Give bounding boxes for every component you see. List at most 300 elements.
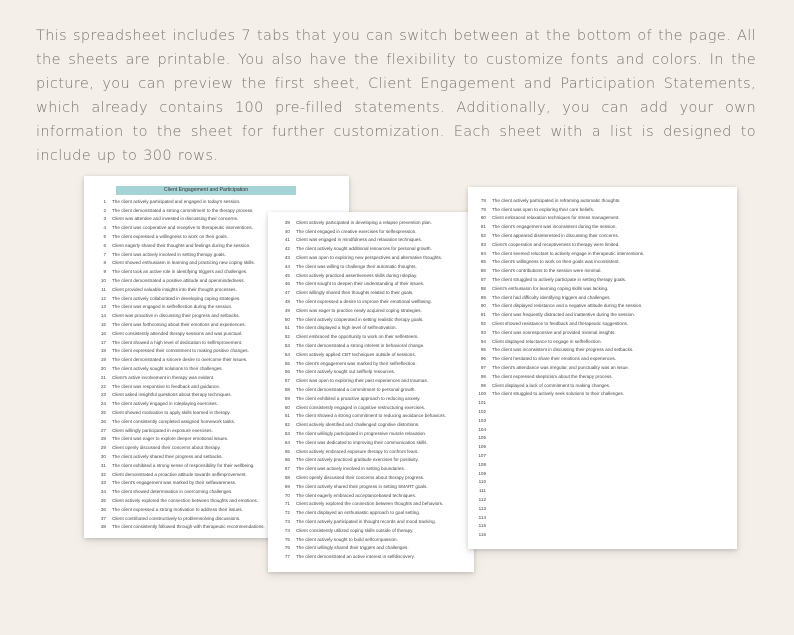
statement-text: The client expressed a desire to improve their emotional wellbeing. <box>296 299 432 305</box>
statement-text: The client's engagement was marked by their selfreflection. <box>296 360 417 366</box>
table-row <box>468 381 737 390</box>
table-row <box>268 535 474 544</box>
statement-text: The client seemed reluctant to actively engage in therapeutic interventions. <box>492 250 645 256</box>
row-number: 67 <box>284 466 290 472</box>
table-row <box>268 500 474 509</box>
row-number: 30 <box>100 454 106 459</box>
statement-text: Client's active involvement in therapy was evident. <box>112 374 215 380</box>
row-number: 88 <box>480 285 486 291</box>
statement-text: The client actively cooperated in setting realistic therapy goals. <box>296 316 424 322</box>
row-number: 102 <box>478 409 486 415</box>
statement-text: The client had difficulty identifying triggers and challenges. <box>492 294 611 300</box>
row-number: 38 <box>100 524 106 530</box>
statement-text: The client showed a high level of dedication to selfimprovement. <box>112 339 243 345</box>
table-row <box>468 346 737 355</box>
statement-text: The client's willingness to work on their goals was inconsistent. <box>492 259 620 265</box>
table-row <box>268 359 474 368</box>
row-number: 54 <box>284 351 290 357</box>
row-number: 18 <box>100 348 106 354</box>
row-number: 47 <box>284 290 290 296</box>
row-number: 106 <box>478 444 486 450</box>
row-number: 116 <box>478 532 486 538</box>
table-row <box>268 218 474 227</box>
row-number: 7 <box>103 251 106 257</box>
row-number: 39 <box>284 219 290 225</box>
statement-text: The client's engagement was marked by their selfawareness. <box>112 480 237 486</box>
statement-text: The client struggled to actively participate in setting therapy goals. <box>492 277 627 283</box>
row-number: 80 <box>480 215 486 221</box>
statement-text: Client asked insightful questions about therapy techniques. <box>112 392 232 398</box>
row-number: 56 <box>284 369 290 375</box>
statement-text: Client's cooperation and receptiveness to therapy were limited. <box>492 241 620 247</box>
table-row <box>468 302 737 311</box>
table-row <box>268 324 474 333</box>
table-row <box>268 394 474 403</box>
row-number: 75 <box>284 536 290 542</box>
table-row <box>468 390 737 399</box>
row-number: 61 <box>284 413 290 419</box>
table-row <box>468 266 737 275</box>
statement-text: The client actively sought solutions to their challenges. <box>112 366 223 372</box>
statement-text: Client willingly shared their thoughts related to their goals. <box>296 290 414 296</box>
statement-text: The client was actively involved in setting therapy goals. <box>112 251 226 257</box>
statement-text: The client's engagement was inconsistent during the session. <box>492 224 617 230</box>
table-row <box>468 249 737 258</box>
row-number: 82 <box>480 233 486 239</box>
row-number: 3 <box>103 216 106 222</box>
table-row <box>268 543 474 552</box>
statement-text: Client actively applied CBT techniques outside of sessions. <box>296 351 416 357</box>
statement-text: Client showed motivation to apply skills learned in therapy. <box>112 410 231 416</box>
statement-text: The client actively practiced gratitude exercises for positivity. <box>296 457 419 463</box>
row-number: 94 <box>480 338 486 344</box>
row-number: 74 <box>284 527 290 533</box>
row-number: 113 <box>478 505 486 511</box>
statement-list <box>268 218 474 561</box>
statement-text: The client was cooperative and receptive to therapeutic interventions. <box>112 225 253 231</box>
table-row <box>268 385 474 394</box>
table-row <box>268 227 474 236</box>
table-row <box>268 368 474 377</box>
row-number: 41 <box>284 237 290 243</box>
statement-text: The client actively sought out selfhelp resources. <box>296 369 396 375</box>
row-number: 2 <box>103 207 106 213</box>
row-number: 34 <box>100 489 106 495</box>
statement-text: The client was inconsistent in discussing their progress and setbacks. <box>492 347 634 353</box>
row-number: 21 <box>100 374 106 380</box>
statement-text: Client openly discussed their concerns about therapy. <box>112 445 221 451</box>
table-row <box>468 275 737 284</box>
row-number: 42 <box>284 246 290 252</box>
row-number: 12 <box>100 295 106 301</box>
statement-text: The client hesitated to share their emotions and experiences. <box>492 356 617 362</box>
row-number: 35 <box>100 497 106 503</box>
statement-text: The client exhibited a strong sense of responsibility for their wellbeing. <box>112 462 255 468</box>
statement-text: Client demonstrated a proactive attitude towards selfimprovement. <box>112 471 247 477</box>
statement-text: Client willingly participated in exposure exercises. <box>112 427 213 433</box>
row-number: 45 <box>284 272 290 278</box>
statement-text: Client actively participated in developing a relapse prevention plan. <box>296 219 432 225</box>
statement-text: The client actively participated in thought records and mood tracking. <box>296 518 436 524</box>
statement-text: The client willingly shared their triggers and challenges. <box>296 545 409 551</box>
statement-text: The client actively sought additional resources for personal growth. <box>296 246 432 252</box>
statement-text: The client was engaged in selfreflection during the session. <box>112 304 233 310</box>
row-number: 64 <box>284 439 290 445</box>
row-number: 50 <box>284 316 290 322</box>
row-number: 55 <box>284 360 290 366</box>
table-row <box>468 521 737 530</box>
table-row <box>268 262 474 271</box>
statement-text: The client was willing to challenge their automatic thoughts. <box>296 263 417 269</box>
table-row <box>468 363 737 372</box>
row-number: 51 <box>284 325 290 331</box>
statement-text: The client actively sought to build selfcompassion. <box>296 536 398 542</box>
row-number: 19 <box>100 357 106 363</box>
row-number: 25 <box>100 410 106 416</box>
statement-text: The client displayed an enthusiastic approach to goal setting. <box>296 510 421 516</box>
table-row <box>268 491 474 500</box>
row-number: 31 <box>100 462 106 468</box>
statement-text: The client actively engaged in roleplaying exercises. <box>112 401 218 407</box>
row-number: 8 <box>103 260 106 266</box>
table-row <box>268 236 474 245</box>
table-row <box>468 196 737 205</box>
row-number: 104 <box>478 426 486 432</box>
row-number: 108 <box>478 461 486 467</box>
row-number: 40 <box>284 228 290 234</box>
table-row <box>468 425 737 434</box>
row-number: 86 <box>480 268 486 274</box>
row-number: 66 <box>284 457 290 463</box>
table-row <box>268 253 474 262</box>
row-number: 93 <box>480 329 486 335</box>
row-number: 53 <box>284 343 290 349</box>
row-number: 57 <box>284 378 290 384</box>
statement-text: Client's enthusiasm for learning coping skills was lacking. <box>492 285 609 291</box>
statement-text: The client's contributions to the session were minimal. <box>492 268 602 274</box>
table-row <box>268 526 474 535</box>
table-row <box>268 464 474 473</box>
statement-text: Client actively explored the connection between thoughts and behaviors. <box>296 501 444 507</box>
row-number: 71 <box>284 501 290 507</box>
table-row <box>268 271 474 280</box>
row-number: 9 <box>103 269 106 275</box>
statement-text: Client displayed reluctance to engage in selfreflection. <box>492 338 602 344</box>
statement-text: Client embraced relaxation techniques for stress management. <box>492 215 620 221</box>
row-number: 15 <box>100 322 106 328</box>
row-number: 87 <box>480 277 486 283</box>
row-number: 37 <box>100 515 106 521</box>
table-row <box>468 337 737 346</box>
table-row <box>468 231 737 240</box>
statement-text: The client expressed their commitment to making positive changes. <box>112 348 249 354</box>
table-row <box>468 328 737 337</box>
row-number: 16 <box>100 330 106 336</box>
row-number: 103 <box>478 417 486 423</box>
table-row <box>468 486 737 495</box>
table-row <box>268 517 474 526</box>
row-number: 11 <box>101 286 106 292</box>
table-row <box>268 315 474 324</box>
table-row <box>468 513 737 522</box>
row-number: 110 <box>478 479 486 485</box>
statement-text: The client was forthcoming about their emotions and experiences. <box>112 322 246 328</box>
row-number: 79 <box>480 206 486 212</box>
table-row <box>468 398 737 407</box>
statement-text: Client contributed constructively to problemsolving discussions. <box>112 515 241 521</box>
statement-text: Client actively embraced exposure therapy to confront fears. <box>296 448 419 454</box>
row-number: 97 <box>480 365 486 371</box>
statement-text: The client consistently completed assigned homework tasks. <box>112 418 236 424</box>
statement-text: The client exhibited a proactive approach to reducing anxiety. <box>296 395 421 401</box>
statement-text: Client eagerly shared their thoughts and feelings during the session. <box>112 242 251 248</box>
row-number: 60 <box>284 404 290 410</box>
row-number: 84 <box>480 250 486 256</box>
statement-text: The client was nonresponsive and provided minimal insights. <box>492 329 616 335</box>
row-number: 26 <box>100 418 106 424</box>
row-number: 112 <box>478 496 486 502</box>
statement-text: The client demonstrated a positive attitude and openmindedness. <box>112 278 245 284</box>
table-row <box>468 258 737 267</box>
statement-text: The client demonstrated a sincere desire to overcome their issues. <box>112 357 248 363</box>
statement-text: Client actively explored the connection between thoughts and emotions. <box>112 497 259 503</box>
statement-text: The client demonstrated a strong interest in behavioral change. <box>296 343 425 349</box>
table-row <box>468 310 737 319</box>
row-number: 13 <box>100 304 106 310</box>
table-row <box>268 412 474 421</box>
table-row <box>468 416 737 425</box>
row-number: 69 <box>284 483 290 489</box>
statement-text: Client was open to exploring their past experiences and traumas. <box>296 378 429 384</box>
row-number: 14 <box>100 313 106 319</box>
sheet-preview-3 <box>468 187 737 549</box>
statement-list <box>468 196 737 539</box>
statement-text: Client showed enthusiasm in learning and practicing new coping skills. <box>112 260 255 266</box>
statement-text: The client engaged in creative exercises for selfexpression. <box>296 228 417 234</box>
row-number: 105 <box>478 435 486 441</box>
row-number: 73 <box>284 518 290 524</box>
statement-text: Client was open to exploring new perspectives and alternative thoughts. <box>296 255 443 261</box>
row-number: 70 <box>284 492 290 498</box>
table-row <box>468 205 737 214</box>
table-row <box>268 403 474 412</box>
table-row <box>468 478 737 487</box>
statement-text: The client was actively involved in setting boundaries. <box>296 466 406 472</box>
row-number: 58 <box>284 387 290 393</box>
statement-text: The client showed a strong commitment to reducing avoidance behaviors. <box>296 413 446 419</box>
row-number: 85 <box>480 259 486 265</box>
table-row <box>268 288 474 297</box>
table-row <box>268 482 474 491</box>
statement-text: The client demonstrated a strong commitment to the therapy process. <box>112 207 254 213</box>
row-number: 62 <box>284 422 290 428</box>
row-number: 6 <box>103 242 106 248</box>
row-number: 33 <box>100 480 106 486</box>
statement-text: The client appeared disinterested in discussing their concerns. <box>492 233 619 239</box>
table-row <box>468 222 737 231</box>
row-number: 28 <box>100 436 106 442</box>
statement-text: Client was attentive and invested in discussing their concerns. <box>112 216 239 222</box>
row-number: 32 <box>100 471 106 477</box>
sheet-preview-2 <box>268 212 474 572</box>
statement-text: The client actively shared their progress in setting SMART goals. <box>296 483 428 489</box>
statement-text: The client displayed resistance and a negative attitude during the session. <box>492 303 643 309</box>
table-row <box>268 341 474 350</box>
statement-text: The client consistently followed through with therapeutic recommendations. <box>112 524 265 530</box>
table-row <box>268 447 474 456</box>
row-number: 4 <box>103 225 106 231</box>
row-number: 63 <box>284 431 290 437</box>
row-number: 107 <box>478 453 486 458</box>
row-number: 49 <box>284 307 290 313</box>
table-row <box>268 332 474 341</box>
table-row <box>468 354 737 363</box>
statement-text: Client was proactive in discussing their progress and setbacks. <box>112 313 240 319</box>
table-row <box>268 473 474 482</box>
row-number: 36 <box>100 506 106 512</box>
table-row <box>268 280 474 289</box>
table-row <box>468 460 737 469</box>
statement-text: The client's attendance was irregular, and punctuality was an issue. <box>492 365 629 371</box>
statement-text: The client displayed a high level of selfmotivation. <box>296 325 397 331</box>
table-row <box>268 508 474 517</box>
table-row <box>468 530 737 539</box>
row-number: 98 <box>480 373 486 379</box>
row-number: 77 <box>284 554 290 560</box>
table-row <box>268 420 474 429</box>
statement-text: Client consistently attended therapy sessions and was punctual. <box>112 330 243 336</box>
statement-text: Client showed resistance to feedback and therapeutic suggestions. <box>492 321 629 327</box>
row-number: 46 <box>284 281 290 287</box>
statement-text: Client was eager to practice newly acquired coping strategies. <box>296 307 422 313</box>
row-number: 95 <box>480 347 486 353</box>
row-number: 29 <box>100 445 106 451</box>
statement-text: Client actively practiced assertiveness skills during roleplay. <box>296 272 418 278</box>
table-row <box>468 504 737 513</box>
table-row <box>468 451 737 460</box>
statement-text: The client actively participated and engaged in today's session. <box>112 198 241 204</box>
statement-text: The client eagerly embraced acceptancebased techniques. <box>296 492 417 498</box>
statement-text: Client provided valuable insights into their thought processes. <box>112 286 237 292</box>
row-number: 89 <box>480 294 486 300</box>
table-row <box>468 319 737 328</box>
row-number: 78 <box>480 197 486 203</box>
row-number: 68 <box>284 475 290 480</box>
row-number: 22 <box>100 383 106 389</box>
statement-text: The client was responsive to feedback and guidance. <box>112 383 221 389</box>
row-number: 10 <box>100 278 106 284</box>
statement-text: The client took an active role in identifying triggers and challenges. <box>112 269 248 275</box>
statement-text: The client sought to deepen their understanding of their issues. <box>296 281 425 287</box>
table-row <box>268 438 474 447</box>
row-number: 44 <box>284 263 290 269</box>
statement-text: The client demonstrated a commitment to personal growth. <box>296 387 416 393</box>
table-row <box>268 244 474 253</box>
statement-text: The client was dedicated to improving their communication skills. <box>296 439 428 445</box>
statement-text: The client showed determination in overcoming challenges. <box>112 489 233 495</box>
statement-text: The client struggled to actively seek solutions to their challenges. <box>492 391 625 397</box>
statement-text: Client displayed a lack of commitment to making changes. <box>492 382 611 388</box>
statement-text: Client consistently utilized coping skills outside of therapy. <box>296 527 414 533</box>
statement-text: The client was open to exploring their core beliefs. <box>492 206 595 212</box>
row-number: 115 <box>478 523 486 529</box>
statement-text: The client expressed skepticism about the therapy process. <box>492 373 613 379</box>
table-row <box>468 214 737 223</box>
statement-text: The client willingly participated in progressive muscle relaxation. <box>296 431 427 437</box>
table-row <box>468 293 737 302</box>
statement-text: The client actively collaborated in developing coping strategies. <box>112 295 241 301</box>
table-row <box>468 407 737 416</box>
row-number: 96 <box>480 356 486 362</box>
row-number: 23 <box>100 392 106 398</box>
table-row <box>268 306 474 315</box>
statement-text: Client consistently engaged in cognitive restructuring exercises. <box>296 404 426 410</box>
table-row <box>468 372 737 381</box>
statement-text: The client actively participated in reframing automatic thoughts. <box>492 197 621 203</box>
intro-description: This spreadsheet includes 7 tabs that you can switch between at the bottom of the page. All the sheets are printable. You also have the flexibility to customize fonts and colors. In the picture, you can preview the first sheet, Client Engagement and Participation Statements, which already contains 100 pre-filled statements. Additionally, you can add your own information to the sheet for further customization. Each sheet with a list is designed to include up to 300 rows. <box>36 28 756 164</box>
table-row <box>268 456 474 465</box>
row-number: 27 <box>100 427 106 433</box>
row-number: 48 <box>284 299 290 305</box>
statement-text: Client embraced the opportunity to work on their selfesteem. <box>296 334 419 340</box>
row-number: 5 <box>103 234 106 240</box>
row-number: 91 <box>480 312 486 318</box>
table-row <box>468 495 737 504</box>
row-number: 81 <box>480 224 486 230</box>
row-number: 17 <box>100 339 106 345</box>
table-row <box>468 434 737 443</box>
row-number: 76 <box>284 545 290 551</box>
table-row <box>468 469 737 478</box>
row-number: 1 <box>103 198 106 204</box>
row-number: 52 <box>284 334 290 340</box>
row-number: 72 <box>284 510 290 516</box>
table-row <box>268 376 474 385</box>
table-row <box>268 350 474 359</box>
statement-text: The client expressed a strong motivation to address their issues. <box>112 506 243 512</box>
row-number: 43 <box>284 255 290 261</box>
statement-text: Client actively identified and challenged cognitive distortions. <box>296 422 420 428</box>
table-row <box>84 197 349 206</box>
statement-text: Client was engaged in mindfulness and relaxation techniques. <box>296 237 422 243</box>
statement-text: The client was eager to explore deeper emotional issues. <box>112 436 229 442</box>
row-number: 90 <box>480 303 486 309</box>
table-row <box>468 240 737 249</box>
statement-text: The client demonstrated an active interest in selfdiscovery. <box>296 554 415 560</box>
row-number: 109 <box>478 470 486 476</box>
table-row <box>268 552 474 561</box>
row-number: 114 <box>478 514 486 520</box>
table-row <box>468 284 737 293</box>
row-number: 65 <box>284 448 290 454</box>
row-number: 101 <box>478 400 486 406</box>
row-number: 24 <box>100 401 106 407</box>
sheet-title-header: Client Engagement and Participation <box>116 186 296 195</box>
table-row <box>468 442 737 451</box>
statement-text: The client was frequently distracted and inattentive during the session. <box>492 312 635 318</box>
row-number: 83 <box>480 241 486 247</box>
row-number: 92 <box>480 321 486 327</box>
statement-text: Client openly discussed their concerns about therapy progress. <box>296 475 425 480</box>
row-number: 20 <box>100 366 106 372</box>
row-number: 111 <box>479 488 486 494</box>
row-number: 99 <box>480 382 486 388</box>
row-number: 59 <box>284 395 290 401</box>
statement-text: The client actively shared their progress and setbacks. <box>112 454 223 459</box>
table-row <box>268 429 474 438</box>
row-number: 100 <box>478 391 486 397</box>
table-row <box>268 297 474 306</box>
